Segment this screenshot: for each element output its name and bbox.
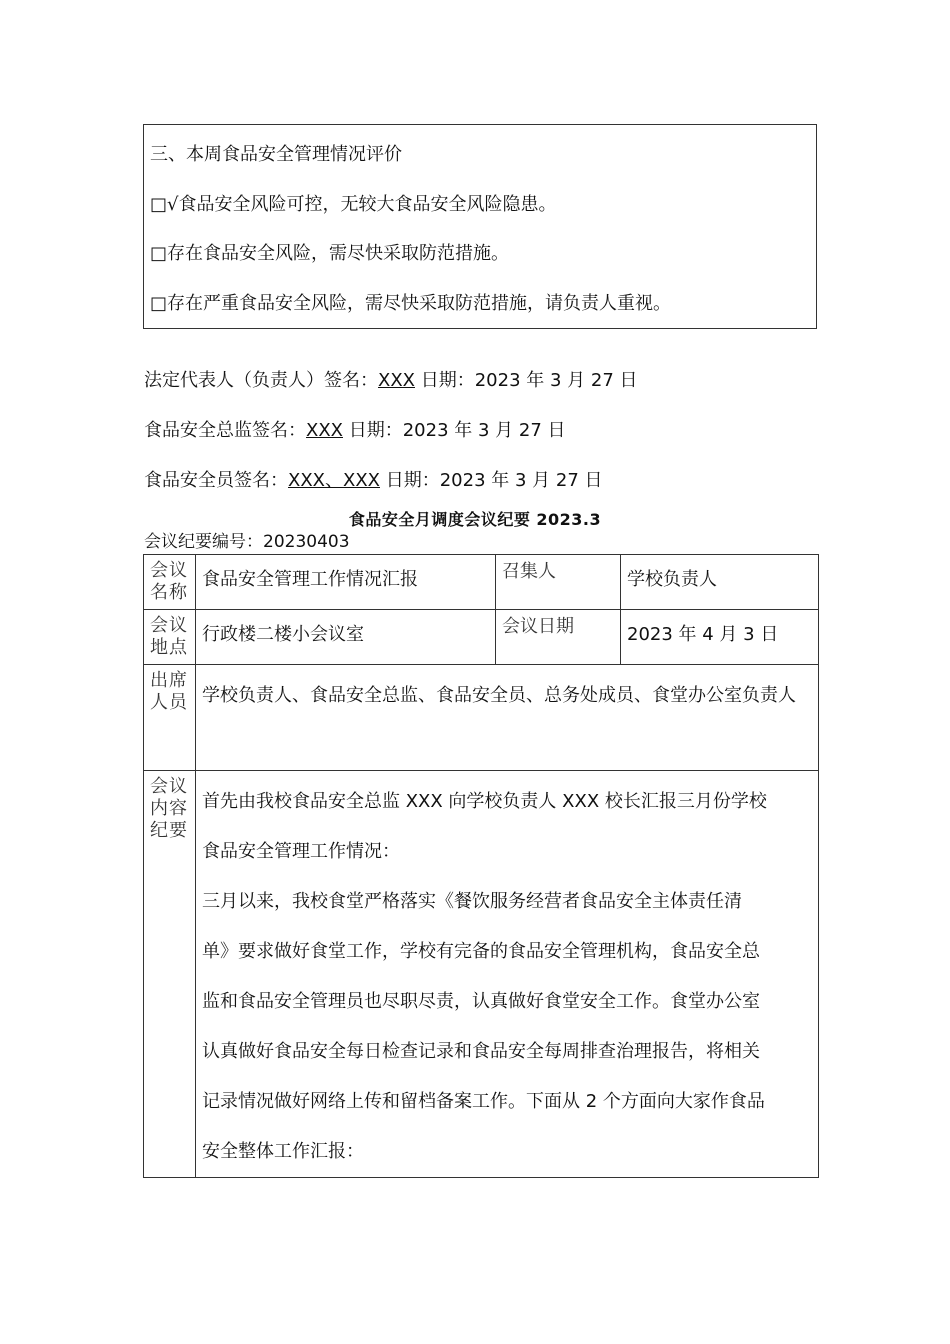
evaluation-heading: 三、本周食品安全管理情况评价	[150, 144, 402, 165]
minutes-number: 会议纪要编号：20230403	[144, 532, 350, 552]
content-line: 单》要求做好食堂工作，学校有完备的食品安全管理机构，食品安全总	[202, 941, 760, 962]
signature-label: 食品安全总监签名：	[144, 420, 306, 441]
content-line: 食品安全管理工作情况：	[202, 841, 400, 862]
content-line: 安全整体工作汇报：	[202, 1141, 364, 1162]
content-line: 记录情况做好网络上传和留档备案工作。下面从 2 个方面向大家作食品	[202, 1091, 765, 1112]
evaluation-option-risk: □存在食品安全风险，需尽快采取防范措施。	[150, 243, 510, 264]
evaluation-option-severe-risk: □存在严重食品安全风险，需尽快采取防范措施，请负责人重视。	[150, 293, 672, 314]
signature-date: 日期：2023 年 3 月 27 日	[343, 420, 566, 441]
table-row	[144, 771, 819, 1178]
content-line: 监和食品安全管理员也尽职尽责，认真做好食堂安全工作。食堂办公室	[202, 991, 760, 1012]
minutes-title: 食品安全月调度会议纪要 2023.3	[348, 510, 602, 529]
minutes-table	[143, 554, 819, 1178]
signature-legal-representative	[144, 370, 638, 392]
convener-value: 学校负责人	[621, 555, 819, 610]
signature-safety-director	[144, 420, 566, 442]
content-line: 认真做好食品安全每日检查记录和食品安全每周排查治理报告，将相关	[202, 1041, 760, 1062]
date-label: 会议日期	[496, 610, 621, 665]
content-label: 会议内容纪要	[144, 771, 196, 1178]
content-line: 三月以来，我校食堂严格落实《餐饮服务经营者食品安全主体责任清	[202, 891, 742, 912]
location-value: 行政楼二楼小会议室	[196, 610, 496, 665]
signature-safety-officer	[144, 470, 603, 492]
attendees-label: 出席人员	[144, 665, 196, 771]
evaluation-option-controllable: □√食品安全风险可控，无较大食品安全风险隐患。	[150, 194, 557, 215]
signature-label: 食品安全员签名：	[144, 470, 288, 491]
attendees-value: 学校负责人、食品安全总监、食品安全员、总务处成员、食堂办公室负责人	[196, 665, 819, 771]
signature-date: 日期：2023 年 3 月 27 日	[380, 470, 603, 491]
signature-label: 法定代表人（负责人）签名：	[144, 370, 378, 391]
signature-name: XXX、XXX	[288, 470, 380, 491]
meeting-name-value: 食品安全管理工作情况汇报	[196, 555, 496, 610]
signature-name: XXX	[306, 420, 343, 441]
table-row	[144, 665, 819, 771]
meeting-name-label: 会议名称	[144, 555, 196, 610]
signature-name: XXX	[378, 370, 415, 391]
weekly-evaluation-box	[143, 124, 817, 329]
table-row	[144, 610, 819, 665]
date-value: 2023 年 4 月 3 日	[621, 610, 819, 665]
signature-date: 日期：2023 年 3 月 27 日	[415, 370, 638, 391]
table-row	[144, 555, 819, 610]
location-label: 会议地点	[144, 610, 196, 665]
content-line: 首先由我校食品安全总监 XXX 向学校负责人 XXX 校长汇报三月份学校	[202, 791, 767, 812]
content-value	[196, 771, 819, 1178]
convener-label: 召集人	[496, 555, 621, 610]
